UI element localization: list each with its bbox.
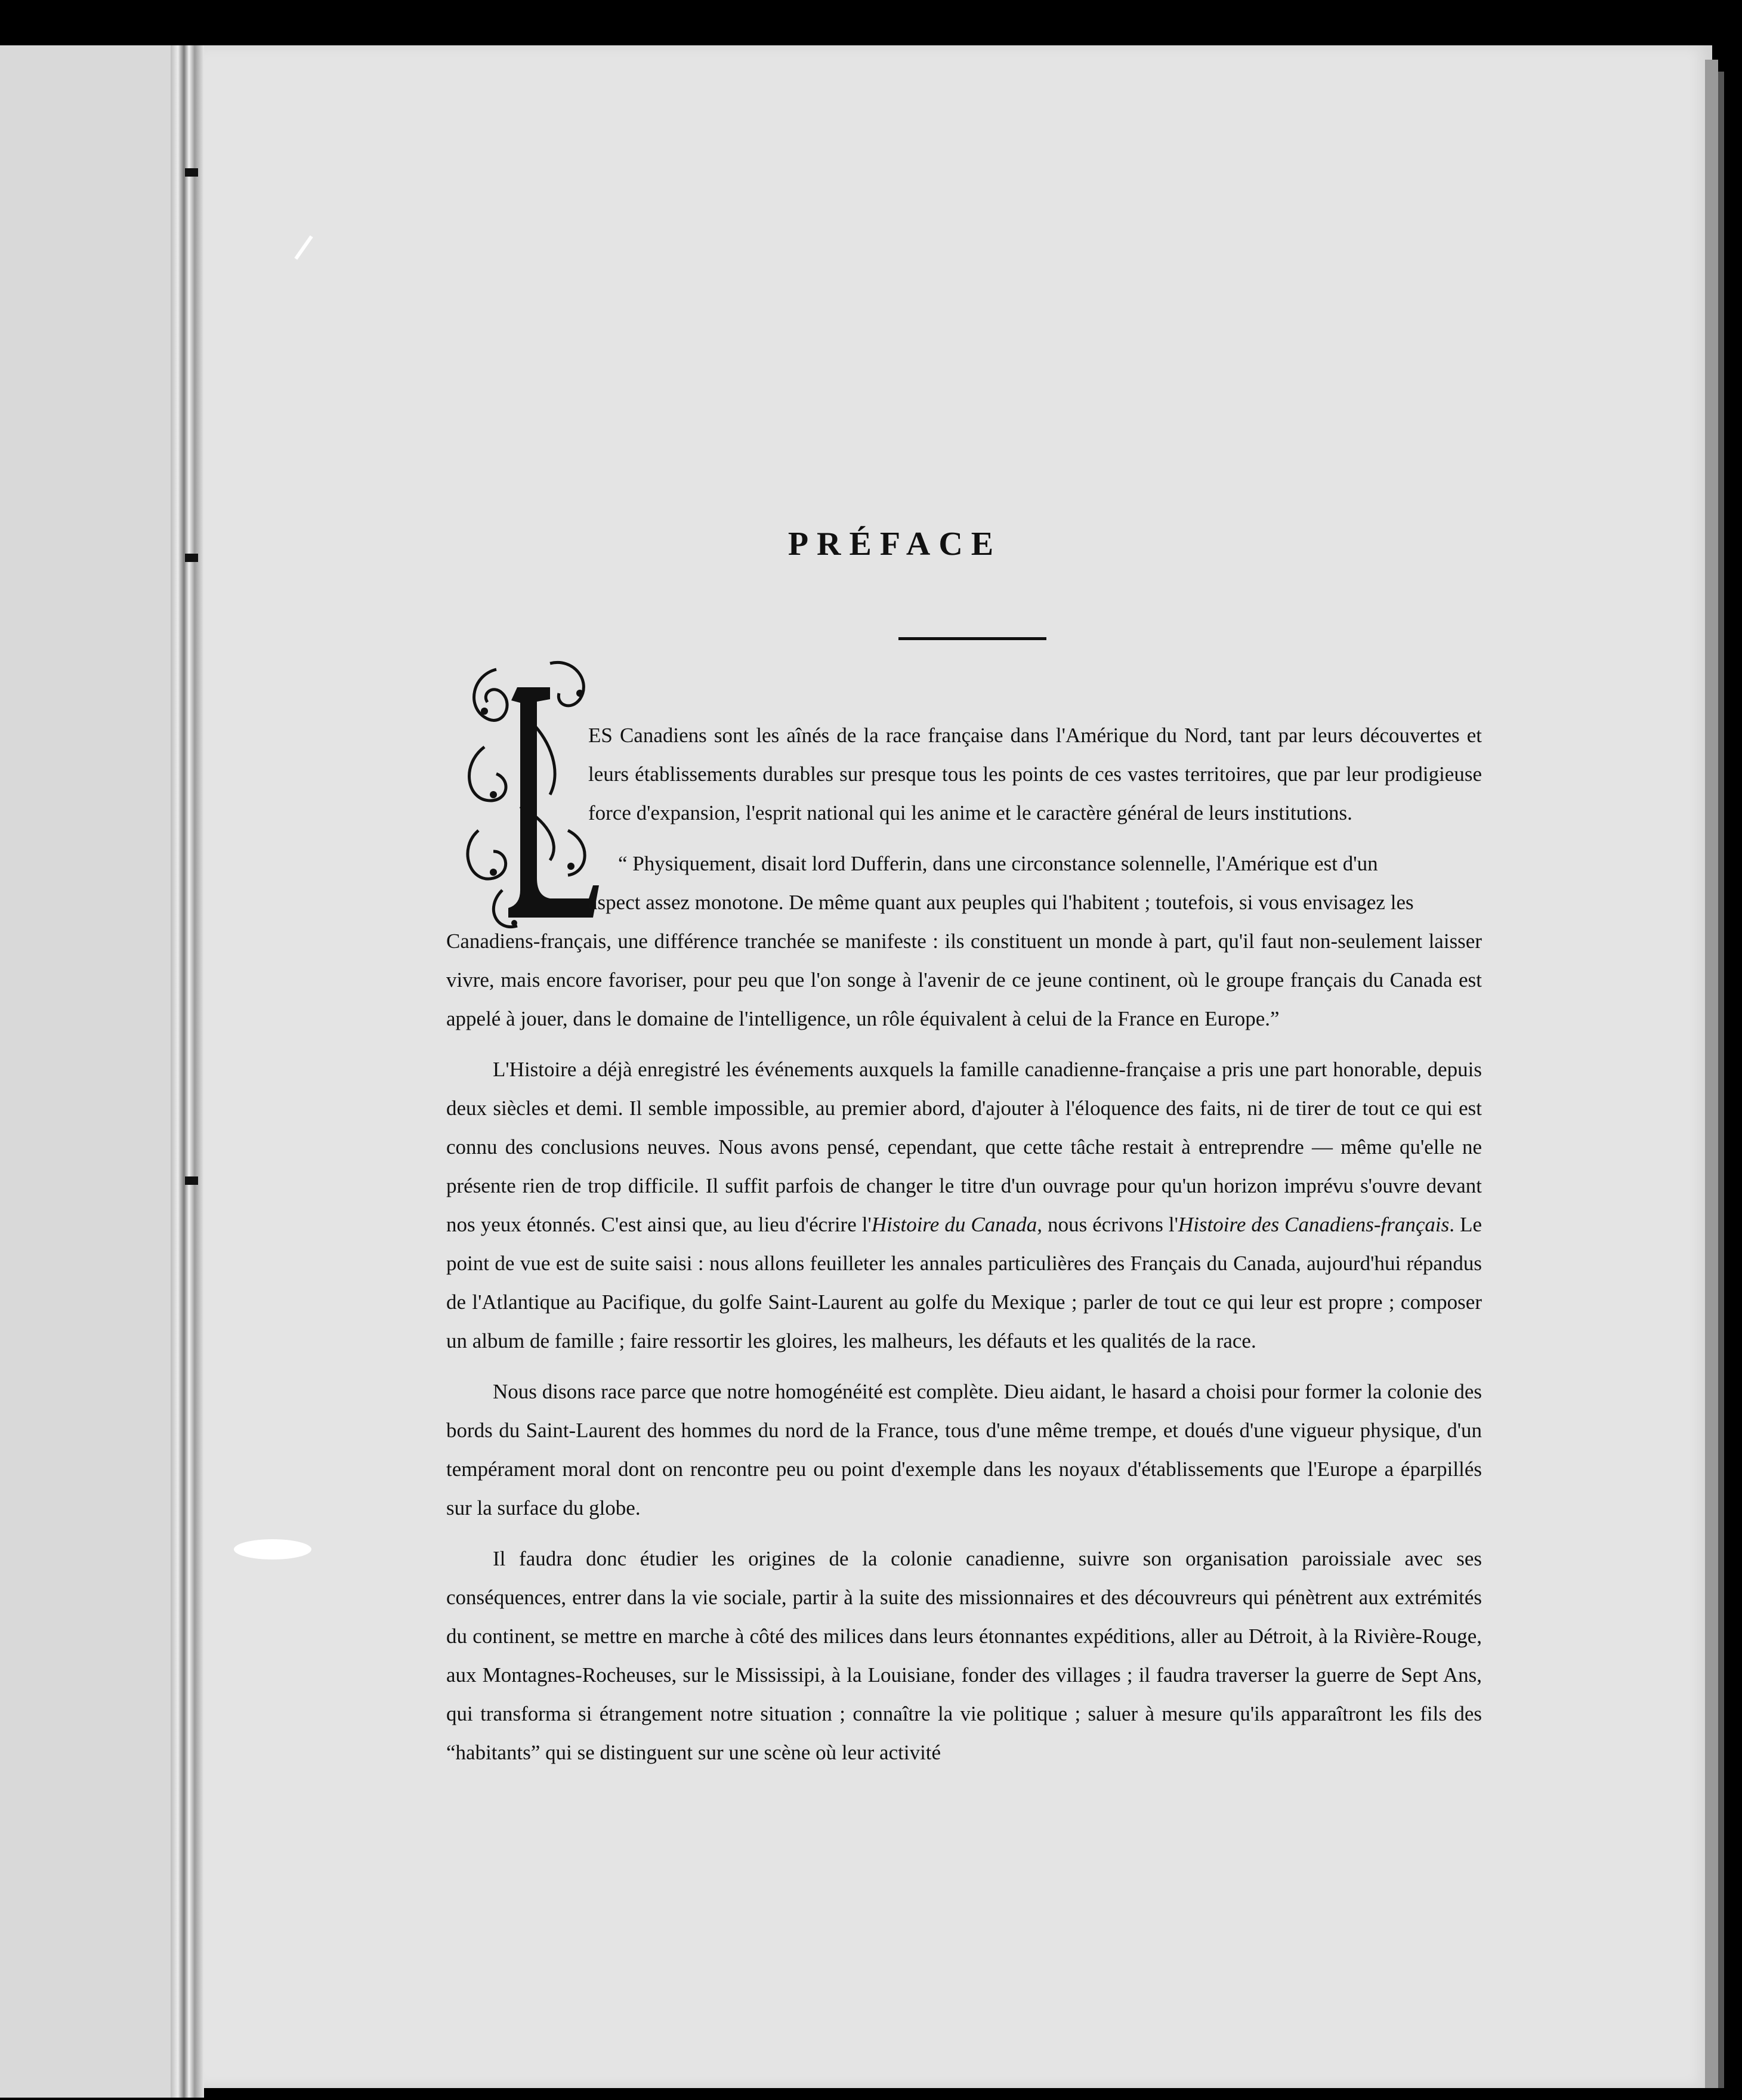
paragraph-5-text: Il faudra donc étudier les origines de la colonie canadienne, suivre son organisation paroissiale avec ses conséquences, entrer dans la vie sociale, partir à la suite des missionnaires et des découvreurs qui pénètrent aux extrémités du continent, se mettre en marche à côté des milices dans leurs étonnantes expéditions, aller au Détroit, à la Rivière-Rouge, aux Montagnes-Rocheuses, sur le Mississipi, à la Louisiane, fonder des villages ; il faudra traverser la guerre de Sept Ans, qui transforma si étrangement notre situation ; connaître la vie politique ; saluer à mesure qu'ils apparaîtront les fils des “habitants” qui se distinguent sur une scène où leur activité [446, 1547, 1482, 1764]
title-rule [898, 637, 1046, 640]
paragraph-2-line-1: “ Physiquement, disait lord Dufferin, dans une circonstance solennelle, l'Amérique est d'un [618, 852, 1378, 875]
paragraph-4-text: Nous disons race parce que notre homogénéité est complète. Dieu aidant, le hasard a choisi pour former la colonie des bords du Saint-Laurent des hommes du nord de la France, tous d'une même trempe, et doués d'une vigueur physique, d'un tempérament moral dont on rencontre peu ou point d'exemple dans les noyaux d'établissements que l'Europe a éparpillés sur la surface du globe. [446, 1380, 1482, 1520]
paragraph-4 [446, 1372, 1482, 1527]
paragraph-3 [446, 1050, 1482, 1360]
paragraph-1 [446, 716, 1482, 832]
book-title-italic: Histoire du Canada, [871, 1213, 1042, 1236]
paragraph-3-text-c: . Le point de vue est de suite saisi : nous allons feuilleter les annales particulières des Français du Canada, aujourd'hui répandus de l'Atlantique au Pacifique, du golfe Saint-Laurent au golfe du Mexique ; parler de tout ce qui leur est propre ; composer un album de famille ; faire ressortir les gloires, les malheurs, les défauts et les qualités de la race. [446, 1213, 1482, 1352]
page-edge [1705, 60, 1718, 2088]
paragraph-3-text-b: nous écrivons l' [1042, 1213, 1178, 1236]
page-title: PRÉFACE [787, 526, 1002, 563]
page-edge-shadow [1718, 72, 1724, 2088]
paragraph-2-line-2: aspect assez monotone. De même quant aux peuples qui l'habitent ; toutefois, si vous envisagez les [588, 891, 1414, 914]
paragraph-1-text: ES Canadiens sont les aînés de la race française dans l'Amérique du Nord, tant par leurs découvertes et leurs établissements durables sur presque tous les points de ces vastes territoires, que par leur prodigieuse force d'expansion, l'esprit national qui les anime et le caractère général de leurs institutions. [588, 724, 1482, 824]
binding-mark [185, 554, 198, 562]
binding-mark [185, 168, 198, 177]
scan-artifact [234, 1539, 311, 1559]
preface-body [446, 716, 1482, 1784]
paragraph-5 [446, 1539, 1482, 1772]
book-gutter [171, 45, 204, 2098]
paragraph-3-text-a: L'Histoire a déjà enregistré les événements auxquels la famille canadienne-française a pris une part honorable, depuis deux siècles et demi. Il semble impossible, au premier abord, d'ajouter à l'éloquence des faits, ni de tirer de tout ce qui est connu des conclusions neuves. Nous avons pensé, cependant, que cette tâche restait à entreprendre — même qu'elle ne présente rien de trop difficile. Il suffit parfois de changer le titre d'un ouvrage pour qu'un horizon imprévu s'ouvre devant nos yeux étonnés. C'est ainsi que, au lieu d'écrire l' [446, 1058, 1482, 1236]
paragraph-2 [446, 844, 1482, 1038]
book-title-italic: Histoire des Canadiens-français [1178, 1213, 1450, 1236]
paragraph-2-rest: Canadiens-français, une différence tranchée se manifeste : ils constituent un monde à part, qu'il faut non-seulement laisser vivre, mais encore favoriser, pour peu que l'on songe à l'avenir de ce jeune continent, où le groupe français du Canada est appelé à jouer, dans le domaine de l'intelligence, un rôle équivalent à celui de la France en Europe.” [446, 929, 1482, 1030]
facing-page-edge [0, 45, 179, 2098]
binding-mark [185, 1176, 198, 1185]
